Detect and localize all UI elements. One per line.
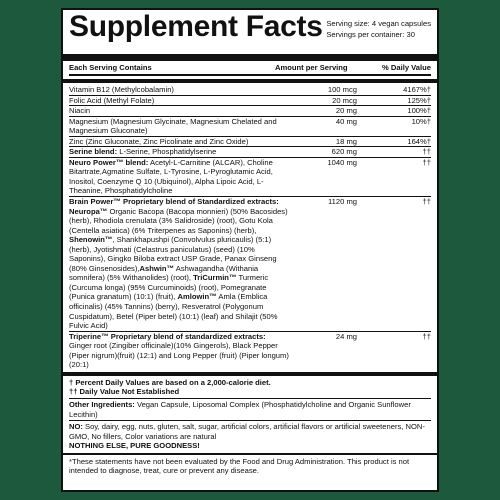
column-amount: Amount per Serving — [275, 63, 348, 72]
nothing-else: NOTHING ELSE, PURE GOODNESS! — [69, 441, 200, 451]
serving-info — [326, 18, 431, 40]
nutrient-daily-value: †† — [422, 147, 431, 157]
nutrient-name-part: Ashwagandha (Withania somnifera) (5% Withanolides) (root), — [69, 263, 259, 283]
serving-size: Serving size: 4 vegan capsules — [326, 19, 431, 28]
dv-footnote: † Percent Daily Values are based on a 2,000-calorie diet. — [69, 377, 271, 387]
nutrient-name-part: Ginger root (Zingiber officinale)(10% Gingerols), Black Pepper (Piper nigrum)(fruit) (12:1) and Long Pepper (fruit) (Piper longum)(20:1) — [69, 341, 289, 370]
nutrient-amount: 20 mcg — [332, 95, 357, 105]
nutrient-daily-value: 10%† — [411, 116, 431, 126]
nutrient-name-part: Turmeric (Curcuma longa) (95% Curcuminoids) (root), Pomegranate (Punica granatum) (10:1) (fruit), — [69, 273, 269, 302]
nutrient-row — [69, 85, 431, 96]
dv-not-established: †† Daily Value Not Established — [69, 387, 180, 397]
other-ingredients-label: Other Ingredients: — [69, 399, 135, 409]
divider-thick — [63, 54, 437, 61]
footnote-divider — [69, 398, 431, 399]
nutrient-row — [69, 147, 431, 158]
nutrient-daily-value: †† — [422, 331, 431, 341]
nutrient-name — [69, 197, 289, 331]
free-from — [69, 422, 431, 441]
nutrient-name — [69, 158, 289, 196]
divider-footnotes — [63, 372, 437, 376]
nutrient-name-part: Amla (Emblica officinalis) (45% Tannins) (berry), Resveratrol (Polygonum Cuspidatum), Betel (Piper betel) (10:1) (leaf) and Shilajit (50% Fulvic Acid) — [69, 292, 278, 331]
servings-per-container: Servings per container: 30 — [326, 30, 415, 39]
column-contains: Each Serving Contains — [69, 63, 152, 72]
nutrient-blend-items: Acetyl-L-Carnitine (ALCAR), Choline Bitartrate,Agmatine Sulfate, L-Tyrosine, L-Pyroglutamic Acid, Inositol, Coenzyme Q 10 (Ubiquinol), Alpha Lipoic Acid, L-Theanine, Phosphatidylcholine — [69, 157, 273, 196]
nutrient-name-part: Amlowin™ — [177, 292, 217, 302]
supplement-facts-panel — [61, 8, 439, 492]
panel-header — [69, 10, 431, 53]
nutrient-name-part: Organic Bacopa (Bacopa monnieri) (50% Bacosides) (herb), Rhodiola crenulata (3% Salidroside) (root), Gotu Kola (Centella asiatica) (6% Triterpenes as Saponins) (herb), — [69, 206, 288, 235]
divider-medium — [63, 79, 437, 83]
column-header — [69, 61, 431, 76]
nutrient-name-part: Ashwin™ — [139, 263, 175, 273]
nutrient-name: Magnesium (Magnesium Glycinate, Magnesium Chelated and Magnesium Gluconate) — [69, 116, 277, 136]
nutrient-row — [69, 137, 431, 148]
nutrient-name — [69, 332, 289, 370]
nutrient-blend-items: L-Serine, Phosphatidylserine — [117, 147, 217, 157]
nutrient-amount: 24 mg — [335, 331, 357, 341]
nutrient-daily-value: 4167%† — [403, 85, 431, 94]
fda-disclaimer: *These statements have not been evaluated by the Food and Drug Administration. This product is not intended to diagnose, treat, cure or prevent any disease. — [69, 456, 410, 476]
nutrient-row — [69, 96, 431, 107]
nutrient-amount: 20 mg — [335, 106, 357, 116]
panel-title: Supplement Facts — [69, 10, 323, 43]
nutrient-row — [69, 117, 431, 137]
nutrient-name: Folic Acid (Methyl Folate) — [69, 95, 155, 105]
nutrient-name: Niacin — [69, 106, 91, 116]
nutrient-rows — [69, 85, 431, 370]
nutrient-row — [69, 158, 431, 197]
nutrient-daily-value: 164%† — [407, 136, 431, 146]
footnote-divider — [69, 420, 431, 421]
other-ingredients-text: Vegan Capsule, Liposomal Complex (Phosphatidylcholine and Organic Sunflower Lecithin) — [69, 399, 411, 419]
nutrient-amount: 40 mg — [335, 116, 357, 126]
column-daily-value: % Daily Value — [382, 63, 431, 72]
nutrient-name: Vitamin B12 (Methylcobalamin) — [69, 85, 174, 94]
nutrient-name-part: , Shankhapushpi (Convolvulus pluricaulis) (5:1) (herb), Jyotishmati (Celastrus paniculatus) (seed) (10% Saponins), Gingko Biloba extract USP Grade, Panax Ginseng (80% Ginsenosides), — [69, 235, 277, 273]
nutrient-daily-value: †† — [422, 157, 431, 167]
nutrient-blend-label: Neuro Power™ blend: — [69, 157, 149, 167]
nutrient-row — [69, 106, 431, 117]
other-ingredients — [69, 400, 431, 419]
nutrient-name-part: Brain Power™ Proprietary blend of Standardized extracts: Neuropa™ — [69, 197, 279, 216]
free-from-text: Soy, dairy, egg, nuts, gluten, salt, sugar, artificial colors, artificial flavors or artificial sweeteners, NON-GMO, No fillers, Color variations are natural — [69, 422, 425, 441]
footnotes — [69, 378, 431, 451]
nutrient-name — [69, 147, 289, 157]
nutrient-amount: 18 mg — [335, 136, 357, 146]
nutrient-row — [69, 197, 431, 332]
nutrient-name-part: Triperine™ Proprietary blend of standardized extracts: — [69, 331, 266, 341]
free-from-label: NO: — [69, 422, 83, 432]
nutrient-amount: 1040 mg — [327, 157, 357, 167]
nutrient-name-part: Shenowin™ — [69, 235, 113, 245]
nutrient-amount: 620 mg — [331, 147, 357, 157]
nutrient-row — [69, 332, 431, 370]
nutrient-name-part: TriCurmin™ — [193, 273, 237, 283]
nutrient-amount: 1120 mg — [328, 197, 357, 207]
nutrient-blend-label: Serine blend: — [69, 147, 118, 157]
divider-bottom — [63, 453, 437, 455]
nutrient-daily-value: 125%† — [407, 95, 431, 105]
nutrient-daily-value: 100%† — [407, 106, 431, 116]
nutrient-amount: 100 mcg — [327, 85, 357, 94]
nutrient-name: Zinc (Zinc Gluconate, Zinc Picolinate and Zinc Oxide) — [69, 136, 249, 146]
nutrient-daily-value: †† — [422, 197, 431, 207]
